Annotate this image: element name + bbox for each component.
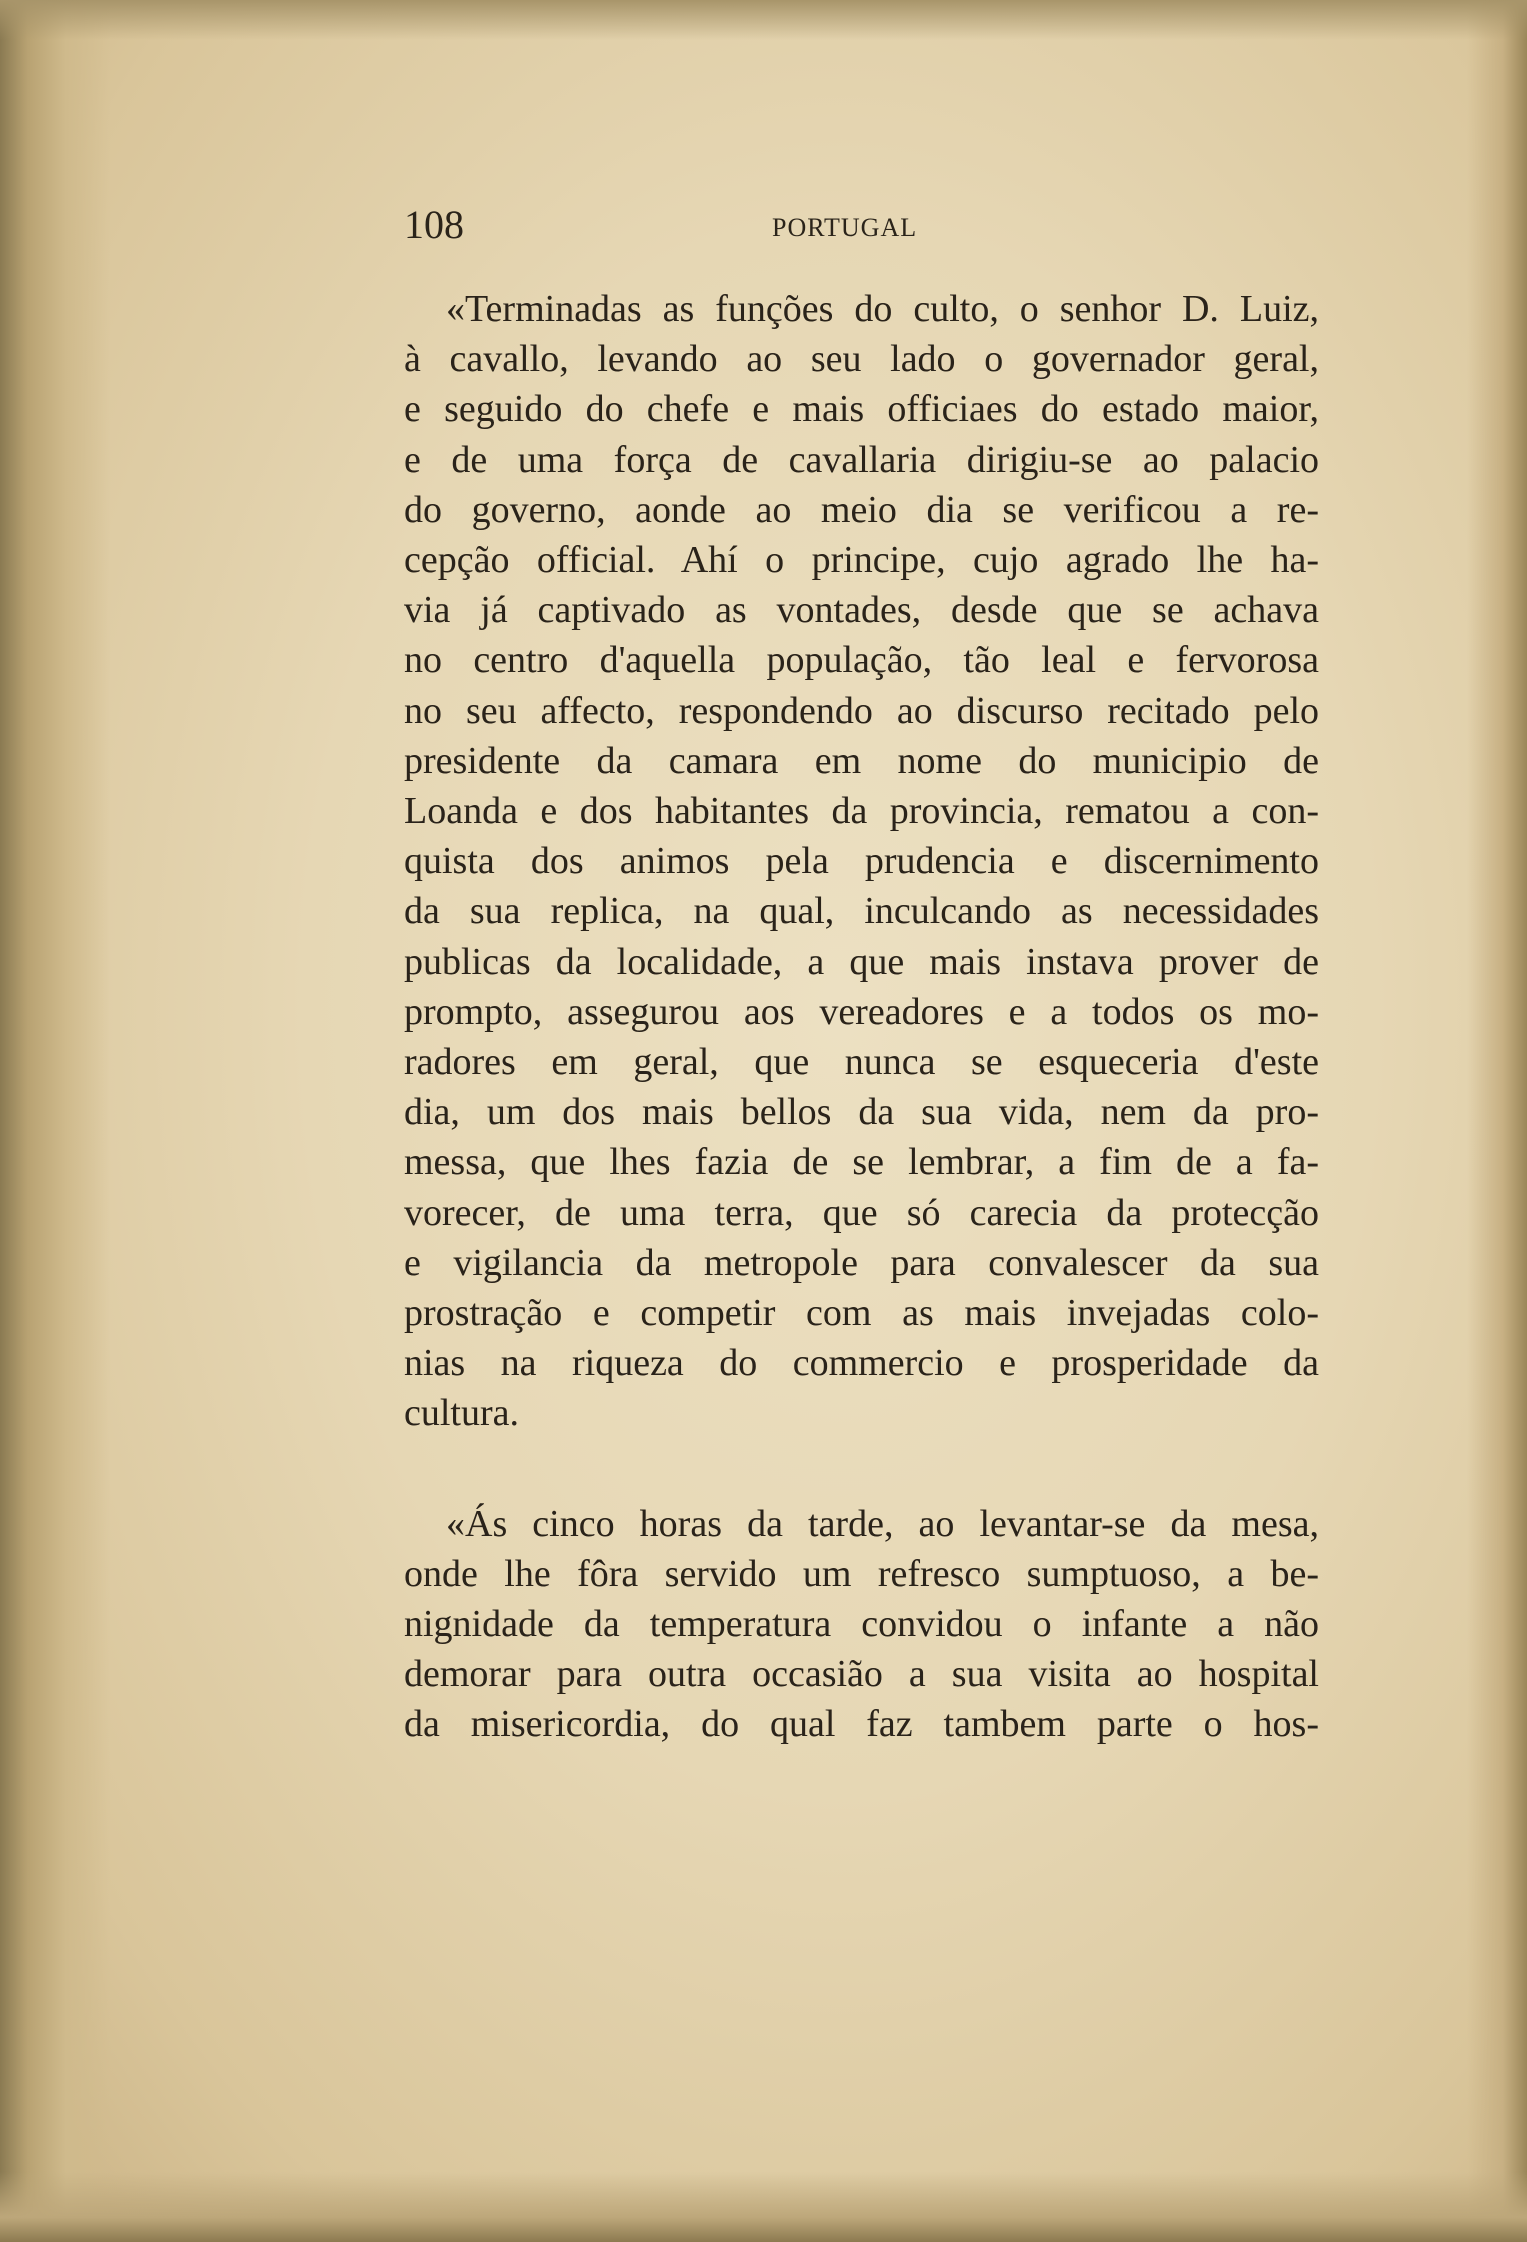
text-line: cultura. bbox=[404, 1392, 520, 1435]
text-line: prompto, assegurou aos vereadores e a todos os mo- bbox=[404, 990, 1319, 1033]
text-line: da misericordia, do qual faz tambem parte o hos- bbox=[404, 1703, 1319, 1746]
paragraph-gap bbox=[404, 1439, 1319, 1499]
text-line: «Terminadas as funções do culto, o senhor D. Luiz, bbox=[446, 288, 1319, 330]
text-line: messa, que lhes fazia de se lembrar, a fim de a fa- bbox=[404, 1141, 1319, 1184]
page-number: 108 bbox=[404, 202, 464, 247]
text-line: à cavallo, levando ao seu lado o governador geral, bbox=[404, 338, 1319, 381]
paragraph-2 bbox=[404, 1499, 1319, 1750]
text-line: no seu affecto, respondendo ao discurso recitado pelo bbox=[404, 689, 1319, 732]
text-line: «Ás cinco horas da tarde, ao levantar-se da mesa, bbox=[446, 1502, 1319, 1545]
text-line: via já captivado as vontades, desde que se achava bbox=[404, 589, 1319, 632]
page-edge-left bbox=[0, 0, 110, 2242]
text-line: nias na riqueza do commercio e prosperidade da bbox=[404, 1342, 1319, 1385]
text-line: e vigilancia da metropole para convalescer da sua bbox=[404, 1241, 1319, 1284]
text-line: e seguido do chefe e mais officiaes do estado maior, bbox=[404, 388, 1319, 431]
page-edge-top bbox=[0, 0, 1527, 40]
page-edge-bottom bbox=[0, 2172, 1527, 2242]
text-line: no centro d'aquella população, tão leal e fervorosa bbox=[404, 639, 1319, 682]
page-edge-right bbox=[1467, 0, 1527, 2242]
text-line: quista dos animos pela prudencia e discernimento bbox=[404, 840, 1319, 883]
text-line: onde lhe fôra servido um refresco sumptuoso, a be- bbox=[404, 1552, 1319, 1595]
text-line: publicas da localidade, a que mais instava prover de bbox=[404, 940, 1319, 983]
text-line: e de uma força de cavallaria dirigiu-se ao palacio bbox=[404, 438, 1319, 481]
text-line: do governo, aonde ao meio dia se verificou a re- bbox=[404, 488, 1319, 531]
text-line: demorar para outra occasião a sua visita ao hospital bbox=[404, 1653, 1319, 1696]
text-line: nignidade da temperatura convidou o infante a não bbox=[404, 1603, 1319, 1646]
text-line: radores em geral, que nunca se esqueceria d'este bbox=[404, 1041, 1319, 1084]
body-text bbox=[404, 284, 1319, 1750]
text-line: Loanda e dos habitantes da provincia, rematou a con- bbox=[404, 790, 1319, 833]
text-line: dia, um dos mais bellos da sua vida, nem da pro- bbox=[404, 1091, 1319, 1134]
text-line: prostração e competir com as mais invejadas colo- bbox=[404, 1292, 1319, 1335]
text-line: da sua replica, na qual, inculcando as necessidades bbox=[404, 890, 1319, 933]
page-header bbox=[404, 200, 1324, 250]
text-line: presidente da camara em nome do municipio de bbox=[404, 739, 1319, 782]
text-line: vorecer, de uma terra, que só carecia da protecção bbox=[404, 1191, 1319, 1234]
running-head: PORTUGAL bbox=[772, 213, 918, 242]
paragraph-1 bbox=[404, 284, 1319, 1439]
text-line: cepção official. Ahí o principe, cujo agrado lhe ha- bbox=[404, 539, 1319, 582]
